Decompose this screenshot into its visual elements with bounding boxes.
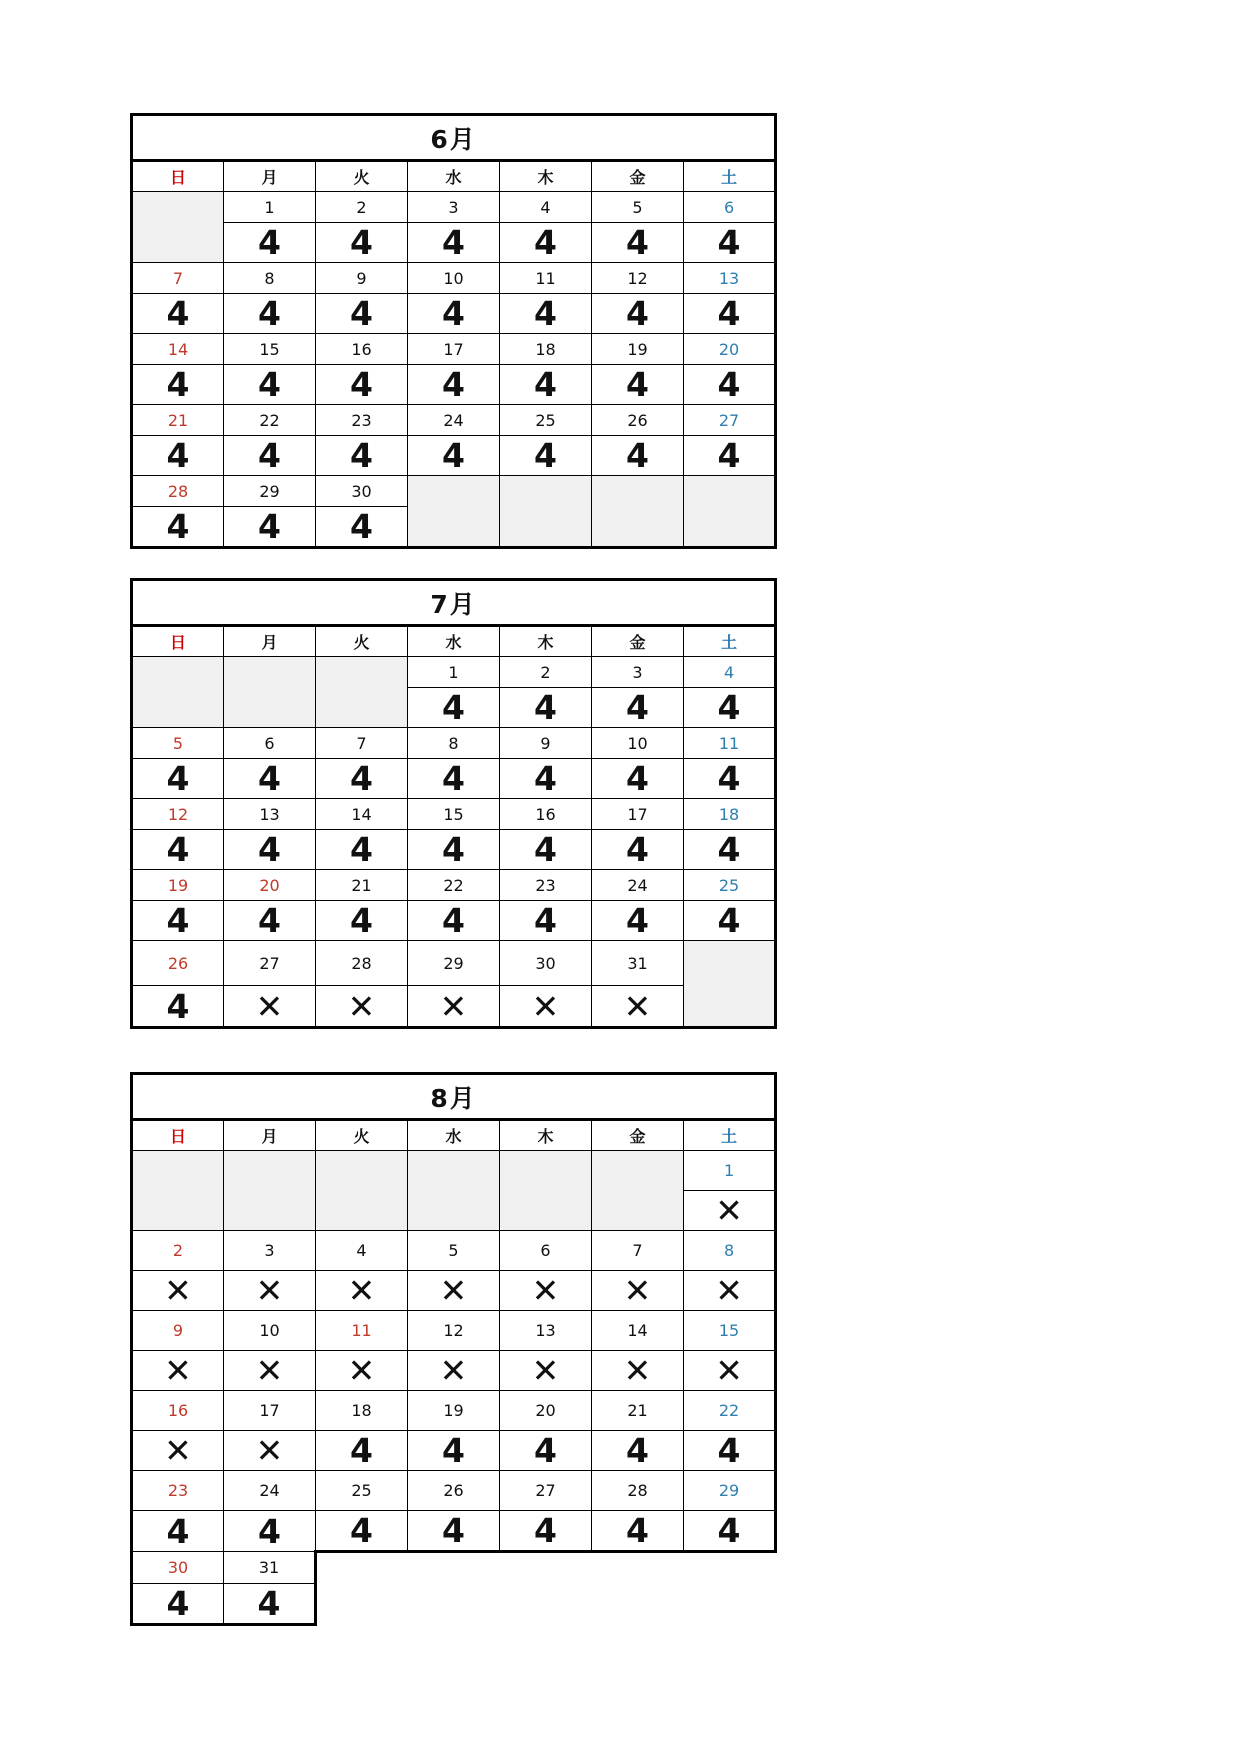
availability-count[interactable]: 4	[592, 365, 684, 405]
empty-day-cell	[316, 1151, 408, 1231]
availability-count[interactable]: 4	[408, 294, 500, 334]
day-number: 5	[132, 728, 224, 759]
empty-day-cell	[224, 1151, 316, 1231]
value-row	[132, 901, 776, 941]
day-number: 6	[500, 1231, 592, 1271]
day-number: 28	[132, 476, 224, 507]
availability-count[interactable]: 4	[500, 1511, 592, 1552]
availability-count[interactable]: 4	[684, 901, 776, 941]
availability-count[interactable]: 4	[684, 365, 776, 405]
unavailable-mark[interactable]: ✕	[500, 1271, 592, 1311]
day-number: 12	[592, 263, 684, 294]
day-number: 10	[408, 263, 500, 294]
empty-day-cell	[132, 657, 224, 728]
outside-area	[684, 1552, 776, 1625]
weekday-fri: 金	[592, 626, 684, 657]
day-number: 12	[132, 799, 224, 830]
day-number: 26	[408, 1471, 500, 1511]
date-row	[132, 192, 776, 223]
date-row	[132, 799, 776, 830]
availability-count[interactable]: 4	[132, 830, 224, 870]
day-number: 25	[500, 405, 592, 436]
weekday-mon: 月	[224, 161, 316, 192]
weekday-sat: 土	[684, 161, 776, 192]
day-number: 25	[684, 870, 776, 901]
weekday-sat: 土	[684, 626, 776, 657]
day-number: 8	[408, 728, 500, 759]
availability-count[interactable]: 4	[684, 759, 776, 799]
day-number: 4	[500, 192, 592, 223]
day-number: 20	[224, 870, 316, 901]
availability-count[interactable]: 4	[592, 901, 684, 941]
availability-count[interactable]: 4	[132, 507, 224, 548]
value-row	[132, 986, 776, 1028]
unavailable-mark[interactable]: ✕	[500, 1351, 592, 1391]
day-number: 4	[316, 1231, 408, 1271]
day-number: 14	[592, 1311, 684, 1351]
availability-count[interactable]: 4	[316, 830, 408, 870]
day-number: 8	[224, 263, 316, 294]
availability-count[interactable]: 4	[132, 986, 224, 1028]
unavailable-mark[interactable]: ✕	[316, 1271, 408, 1311]
empty-day-cell	[500, 476, 592, 548]
unavailable-mark[interactable]: ✕	[592, 1271, 684, 1311]
day-number: 28	[316, 941, 408, 986]
date-row	[132, 263, 776, 294]
weekday-wed: 水	[408, 626, 500, 657]
day-number: 18	[500, 334, 592, 365]
availability-count[interactable]: 4	[408, 688, 500, 728]
day-number: 18	[316, 1391, 408, 1431]
unavailable-mark[interactable]: ✕	[500, 986, 592, 1028]
day-number: 2	[500, 657, 592, 688]
availability-count[interactable]: 4	[316, 294, 408, 334]
day-number: 13	[684, 263, 776, 294]
availability-count[interactable]: 4	[500, 436, 592, 476]
empty-day-cell	[408, 476, 500, 548]
outside-area	[408, 1552, 500, 1625]
empty-day-cell	[132, 192, 224, 263]
unavailable-mark[interactable]: ✕	[684, 1271, 776, 1311]
weekday-header-row	[132, 626, 776, 657]
day-number: 7	[132, 263, 224, 294]
unavailable-mark[interactable]: ✕	[132, 1431, 224, 1471]
availability-count[interactable]: 4	[316, 759, 408, 799]
weekday-thu: 木	[500, 626, 592, 657]
day-number: 5	[408, 1231, 500, 1271]
value-row	[132, 1351, 776, 1391]
calendar-june	[130, 113, 777, 549]
day-number: 11	[316, 1311, 408, 1351]
availability-count[interactable]: 4	[684, 1511, 776, 1552]
value-row	[132, 365, 776, 405]
day-number: 16	[316, 334, 408, 365]
day-number: 9	[132, 1311, 224, 1351]
availability-count[interactable]: 4	[316, 223, 408, 263]
day-number: 28	[592, 1471, 684, 1511]
day-number: 21	[132, 405, 224, 436]
empty-day-cell	[132, 1151, 224, 1231]
value-row	[132, 759, 776, 799]
outside-area	[592, 1552, 684, 1625]
availability-count[interactable]: 4	[408, 759, 500, 799]
day-number: 10	[224, 1311, 316, 1351]
day-number: 4	[684, 657, 776, 688]
availability-count[interactable]: 4	[132, 759, 224, 799]
availability-count[interactable]: 4	[500, 365, 592, 405]
weekday-tue: 火	[316, 161, 408, 192]
empty-day-cell	[592, 476, 684, 548]
day-number: 22	[408, 870, 500, 901]
date-row	[132, 405, 776, 436]
outside-area	[500, 1552, 592, 1625]
availability-count[interactable]: 4	[408, 901, 500, 941]
availability-count[interactable]: 4	[684, 688, 776, 728]
unavailable-mark[interactable]: ✕	[592, 1351, 684, 1391]
availability-count[interactable]: 4	[684, 1431, 776, 1471]
day-number: 24	[408, 405, 500, 436]
date-row	[132, 870, 776, 901]
availability-count[interactable]: 4	[224, 436, 316, 476]
date-row	[132, 1151, 776, 1191]
day-number: 6	[684, 192, 776, 223]
date-row	[132, 941, 776, 986]
empty-day-cell	[592, 1151, 684, 1231]
day-number: 30	[132, 1552, 224, 1584]
weekday-header-row	[132, 1120, 776, 1151]
availability-count[interactable]: 4	[132, 365, 224, 405]
empty-day-cell	[316, 657, 408, 728]
day-number: 20	[684, 334, 776, 365]
availability-count[interactable]: 4	[592, 294, 684, 334]
day-number: 25	[316, 1471, 408, 1511]
date-row	[132, 1231, 776, 1271]
unavailable-mark[interactable]: ✕	[592, 986, 684, 1028]
value-row	[132, 294, 776, 334]
unavailable-mark[interactable]: ✕	[408, 1351, 500, 1391]
day-number: 23	[132, 1471, 224, 1511]
empty-day-cell	[684, 476, 776, 548]
day-number: 30	[316, 476, 408, 507]
weekday-wed: 水	[408, 161, 500, 192]
availability-count[interactable]: 4	[316, 436, 408, 476]
empty-day-cell	[684, 941, 776, 1028]
day-number: 26	[132, 941, 224, 986]
day-number: 29	[408, 941, 500, 986]
availability-count[interactable]: 4	[316, 1511, 408, 1552]
day-number: 15	[408, 799, 500, 830]
availability-count[interactable]: 4	[224, 365, 316, 405]
date-row	[132, 1311, 776, 1351]
calendar-july	[130, 578, 777, 1029]
day-number: 7	[592, 1231, 684, 1271]
unavailable-mark[interactable]: ✕	[132, 1271, 224, 1311]
day-number: 19	[408, 1391, 500, 1431]
weekday-sun: 日	[132, 161, 224, 192]
unavailable-mark[interactable]: ✕	[316, 1351, 408, 1391]
day-number: 8	[684, 1231, 776, 1271]
date-row	[132, 1391, 776, 1431]
availability-count[interactable]: 4	[408, 436, 500, 476]
date-row	[132, 334, 776, 365]
availability-count[interactable]: 4	[500, 294, 592, 334]
day-number: 20	[500, 1391, 592, 1431]
value-row	[132, 830, 776, 870]
day-number: 24	[224, 1471, 316, 1511]
day-number: 9	[316, 263, 408, 294]
day-number: 31	[592, 941, 684, 986]
availability-count[interactable]: 4	[224, 223, 316, 263]
day-number: 14	[132, 334, 224, 365]
availability-count[interactable]: 4	[500, 223, 592, 263]
outside-area	[316, 1552, 408, 1625]
weekday-sun: 日	[132, 1120, 224, 1151]
availability-count[interactable]: 4	[684, 294, 776, 334]
unavailable-mark[interactable]: ✕	[224, 1271, 316, 1311]
day-number: 11	[500, 263, 592, 294]
availability-count[interactable]: 4	[316, 901, 408, 941]
availability-count[interactable]: 4	[684, 830, 776, 870]
weekday-sat: 土	[684, 1120, 776, 1151]
availability-count[interactable]: 4	[592, 830, 684, 870]
weekday-tue: 火	[316, 626, 408, 657]
empty-day-cell	[408, 1151, 500, 1231]
availability-count[interactable]: 4	[592, 1511, 684, 1552]
availability-count[interactable]: 4	[500, 759, 592, 799]
availability-count[interactable]: 4	[592, 1431, 684, 1471]
availability-count[interactable]: 4	[500, 901, 592, 941]
date-row	[132, 476, 776, 507]
weekday-fri: 金	[592, 1120, 684, 1151]
day-number: 3	[224, 1231, 316, 1271]
date-row	[132, 1552, 776, 1584]
value-row	[132, 1511, 776, 1552]
availability-count[interactable]: 4	[408, 830, 500, 870]
day-number: 29	[684, 1471, 776, 1511]
day-number: 11	[684, 728, 776, 759]
day-number: 17	[408, 334, 500, 365]
weekday-thu: 木	[500, 1120, 592, 1151]
unavailable-mark[interactable]: ✕	[684, 1191, 776, 1231]
availability-count[interactable]: 4	[132, 1584, 224, 1625]
day-number: 27	[224, 941, 316, 986]
day-number: 22	[684, 1391, 776, 1431]
availability-count[interactable]: 4	[224, 901, 316, 941]
unavailable-mark[interactable]: ✕	[224, 1431, 316, 1471]
day-number: 1	[684, 1151, 776, 1191]
availability-count[interactable]: 4	[132, 436, 224, 476]
availability-count[interactable]: 4	[224, 294, 316, 334]
day-number: 15	[224, 334, 316, 365]
unavailable-mark[interactable]: ✕	[408, 986, 500, 1028]
availability-count[interactable]: 4	[316, 1431, 408, 1471]
month-title: 7月	[132, 580, 776, 626]
day-number: 7	[316, 728, 408, 759]
value-row	[132, 1431, 776, 1471]
availability-count[interactable]: 4	[408, 223, 500, 263]
day-number: 13	[224, 799, 316, 830]
availability-count[interactable]: 4	[408, 1431, 500, 1471]
day-number: 19	[132, 870, 224, 901]
unavailable-mark[interactable]: ✕	[224, 1351, 316, 1391]
day-number: 13	[500, 1311, 592, 1351]
weekday-mon: 月	[224, 1120, 316, 1151]
date-row	[132, 1471, 776, 1511]
value-row	[132, 1271, 776, 1311]
day-number: 26	[592, 405, 684, 436]
availability-count[interactable]: 4	[684, 223, 776, 263]
day-number: 12	[408, 1311, 500, 1351]
weekday-thu: 木	[500, 161, 592, 192]
weekday-mon: 月	[224, 626, 316, 657]
unavailable-mark[interactable]: ✕	[224, 986, 316, 1028]
day-number: 17	[224, 1391, 316, 1431]
availability-count[interactable]: 4	[224, 830, 316, 870]
day-number: 1	[408, 657, 500, 688]
availability-count[interactable]: 4	[684, 436, 776, 476]
day-number: 29	[224, 476, 316, 507]
availability-count[interactable]: 4	[316, 365, 408, 405]
unavailable-mark[interactable]: ✕	[316, 986, 408, 1028]
day-number: 15	[684, 1311, 776, 1351]
availability-count[interactable]: 4	[500, 1431, 592, 1471]
empty-day-cell	[500, 1151, 592, 1231]
availability-count[interactable]: 4	[408, 365, 500, 405]
day-number: 6	[224, 728, 316, 759]
day-number: 27	[684, 405, 776, 436]
day-number: 3	[592, 657, 684, 688]
day-number: 30	[500, 941, 592, 986]
day-number: 5	[592, 192, 684, 223]
day-number: 23	[500, 870, 592, 901]
day-number: 21	[592, 1391, 684, 1431]
empty-day-cell	[224, 657, 316, 728]
unavailable-mark[interactable]: ✕	[684, 1351, 776, 1391]
weekday-header-row	[132, 161, 776, 192]
day-number: 21	[316, 870, 408, 901]
availability-count[interactable]: 4	[592, 223, 684, 263]
availability-count[interactable]: 4	[408, 1511, 500, 1552]
value-row	[132, 436, 776, 476]
weekday-fri: 金	[592, 161, 684, 192]
date-row	[132, 728, 776, 759]
availability-count[interactable]: 4	[592, 436, 684, 476]
day-number: 2	[132, 1231, 224, 1271]
day-number: 22	[224, 405, 316, 436]
availability-count[interactable]: 4	[132, 294, 224, 334]
day-number: 1	[224, 192, 316, 223]
day-number: 14	[316, 799, 408, 830]
weekday-tue: 火	[316, 1120, 408, 1151]
availability-count[interactable]: 4	[132, 901, 224, 941]
day-number: 3	[408, 192, 500, 223]
availability-count[interactable]: 4	[224, 1584, 316, 1625]
availability-count[interactable]: 4	[592, 688, 684, 728]
availability-count[interactable]: 4	[500, 830, 592, 870]
value-row	[132, 223, 776, 263]
calendar-august	[130, 1072, 777, 1626]
availability-count[interactable]: 4	[316, 507, 408, 548]
unavailable-mark[interactable]: ✕	[408, 1271, 500, 1311]
month-title: 6月	[132, 115, 776, 161]
availability-count[interactable]: 4	[500, 688, 592, 728]
day-number: 18	[684, 799, 776, 830]
day-number: 9	[500, 728, 592, 759]
month-title: 8月	[132, 1074, 776, 1120]
availability-count[interactable]: 4	[132, 1511, 224, 1552]
day-number: 16	[132, 1391, 224, 1431]
day-number: 16	[500, 799, 592, 830]
availability-count[interactable]: 4	[224, 507, 316, 548]
day-number: 17	[592, 799, 684, 830]
day-number: 2	[316, 192, 408, 223]
weekday-sun: 日	[132, 626, 224, 657]
day-number: 19	[592, 334, 684, 365]
availability-count[interactable]: 4	[224, 1511, 316, 1552]
day-number: 27	[500, 1471, 592, 1511]
weekday-wed: 水	[408, 1120, 500, 1151]
availability-count[interactable]: 4	[224, 759, 316, 799]
day-number: 24	[592, 870, 684, 901]
day-number: 23	[316, 405, 408, 436]
day-number: 31	[224, 1552, 316, 1584]
date-row	[132, 657, 776, 688]
day-number: 10	[592, 728, 684, 759]
unavailable-mark[interactable]: ✕	[132, 1351, 224, 1391]
availability-count[interactable]: 4	[592, 759, 684, 799]
